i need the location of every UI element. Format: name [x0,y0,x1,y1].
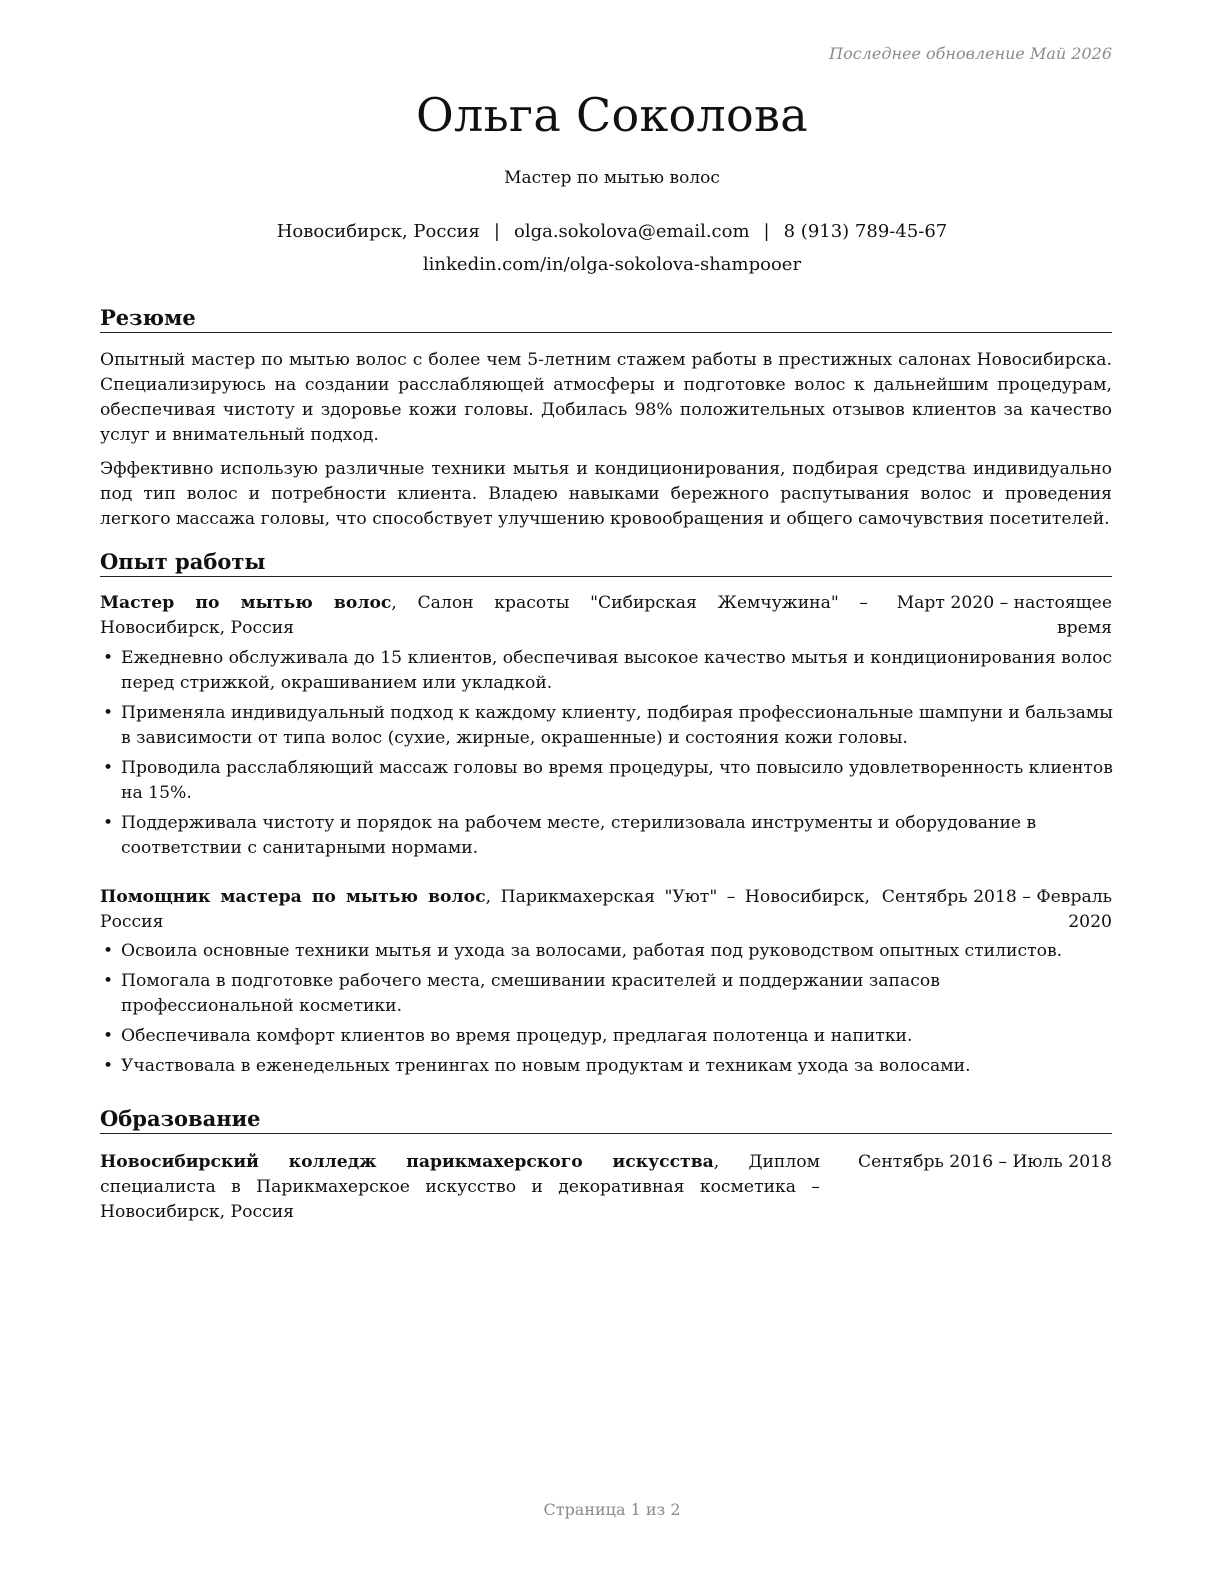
job-bullets [100,646,1116,866]
list-item: • Поддерживала чистоту и порядок на рабочем месте, стерилизовала инструменты и оборудование в соответствии с санитарными нормами. [103,813,1037,858]
list-item: • Участвовала в еженедельных тренингах по новым продуктам и техникам ухода за волосами. [100,1054,1116,1079]
email-link[interactable]: olga.sokolova@email.com [513,221,750,242]
job-title-company [100,885,870,935]
linkedin-link[interactable]: linkedin.com/in/olga-sokolova-shampooer [422,254,802,275]
list-item: • Освоила основные техники мытья и ухода за волосами, работая под руководством опытных стилистов. [100,939,1116,964]
contact-line [0,219,1224,245]
summary-paragraph: Опытный мастер по мытью волос с более чем 5-летним стажем работы в престижных салонах Новосибирска. Специализируюсь на создании расслабляющей атмосферы и подготовке волос к дальнейшим процедурам, обеспечивая чистоту и здоровье кожи головы. Добилась 98% положительных отзывов клиентов за качество услуг и внимательный подход. [100,350,1112,445]
job-title-company [100,591,868,641]
list-item: • Обеспечивала комфорт клиентов во время процедур, предлагая полотенца и напитки. [100,1024,1116,1049]
bullet-icon: • [103,1026,114,1046]
separator: | [493,221,500,242]
job-role: Помощник мастера по мытью волос [100,887,486,907]
list-item: • Помогала в подготовке рабочего места, смешивании красителей и поддержании запасов профессиональной косметики. [103,971,940,1016]
list-item: • Проводила расслабляющий массаж головы во время процедуры, что повысило удовлетворенность клиентов на 15%. [103,758,1113,803]
list-item: • Ежедневно обслуживала до 15 клиентов, обеспечивая высокое качество мытья и кондиционирования волос перед стрижкой, окрашиванием или укладкой. [103,648,1113,693]
page-number: Страница 1 из 2 [543,1500,681,1519]
bullet-icon: • [103,941,114,961]
bullet-icon: • [103,971,114,991]
section-heading-education: Образование [100,1106,1112,1134]
candidate-name: Ольга Соколова [416,88,808,142]
job-bullets [100,939,1116,1084]
job-dates: Март 2020 – настоящее время [896,593,1112,638]
bullet-icon: • [103,813,114,833]
bullet-icon: • [103,1056,114,1076]
education-degree: , Диплом специалиста в Парикмахерское искусство и декоративная косметика – Новосибирск, Россия [100,1152,820,1222]
job-dates: Сентябрь 2018 – Февраль 2020 [881,887,1112,932]
job-company: , Парикмахерская "Уют" – Новосибирск, Россия [100,887,870,932]
bullet-icon: • [103,648,114,668]
location: Новосибирск, Россия [276,221,480,242]
job-company: , Салон красоты "Сибирская Жемчужина" – Новосибирск, Россия [100,593,869,638]
phone: 8 (913) 789-45-67 [783,221,948,242]
job-role: Мастер по мытью волос [100,593,392,613]
list-item: • Применяла индивидуальный подход к каждому клиенту, подбирая профессиональные шампуни и бальзамы в зависимости от типа волос (сухие, жирные, окрашенные) и состояния кожи головы. [103,703,1113,748]
job-header [100,885,1112,935]
summary-paragraph: Эффективно использую различные техники мытья и кондиционирования, подбирая средства индивидуально под тип волос и потребности клиента. Владею навыками бережного распутывания волос и проведения легкого массажа головы, что способствует улучшению кровообращения и общего самочувствия посетителей. [100,459,1112,529]
last-updated: Последнее обновление Май 2026 [829,44,1112,63]
bullet-icon: • [103,703,114,723]
bullet-icon: • [103,758,114,778]
candidate-title: Мастер по мытью волос [504,168,720,188]
education-school-degree [100,1150,820,1225]
education-school: Новосибирский колледж парикмахерского искусства [100,1152,714,1172]
separator: | [763,221,770,242]
section-heading-experience: Опыт работы [100,549,1112,577]
education-dates: Сентябрь 2016 – Июль 2018 [858,1152,1112,1172]
section-heading-summary: Резюме [100,305,1112,333]
education-header [100,1150,1112,1225]
job-header [100,591,1112,641]
